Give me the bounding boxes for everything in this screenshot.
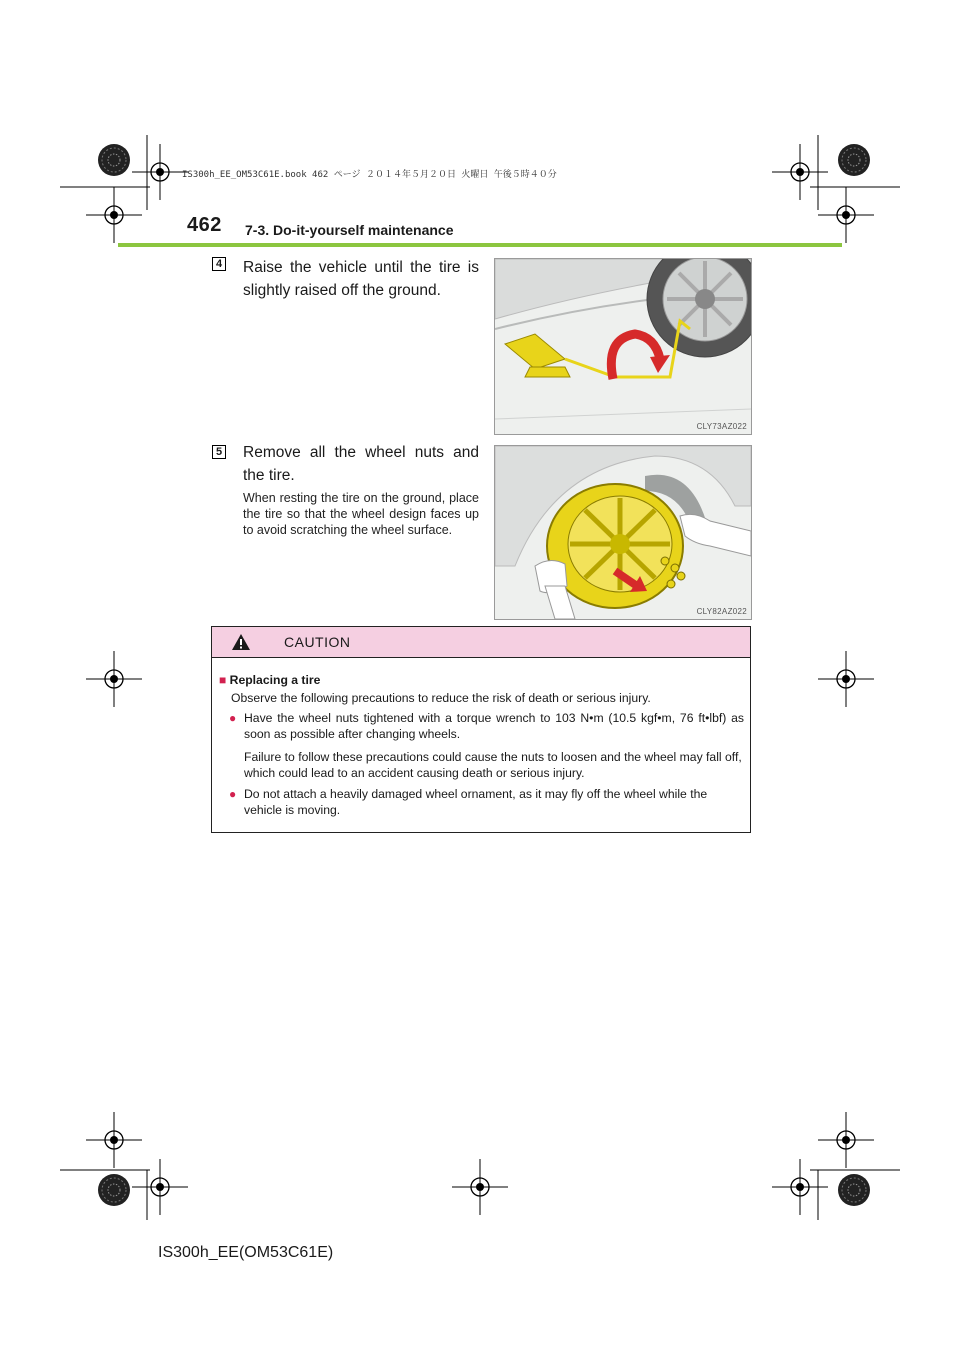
step-5-text: Remove all the wheel nuts and the tire.: [243, 444, 479, 484]
caution-title: CAUTION: [284, 634, 351, 650]
figure-code: CLY82AZ022: [696, 607, 747, 616]
warning-icon: [231, 633, 251, 651]
step-5-number: 5: [212, 445, 226, 459]
wheel-removal-figure: [494, 445, 752, 620]
step-4-number: 4: [212, 257, 226, 271]
square-bullet-icon: ■: [219, 673, 227, 687]
wheel-removal-illustration: [495, 446, 751, 619]
book-file-header: IS300h_EE_OM53C61E.book 462 ページ ２０１４年５月２０日 火曜日 午後５時４０分: [182, 170, 557, 180]
caution-header: [212, 627, 750, 658]
figure-code: CLY73AZ022: [696, 422, 747, 431]
step-4-text: Raise the vehicle until the tire is slightly raised off the ground.: [243, 259, 479, 299]
step-5-note: When resting the tire on the ground, place the tire so that the wheel design faces up to avoid scratching the wheel surface.: [243, 491, 479, 537]
caution-bullet-1-detail: Failure to follow these precautions could cause the nuts to loosen and the wheel may fall off, which could lead to an accident causing death or serious injury.: [244, 750, 742, 780]
jack-illustration: [495, 259, 751, 434]
caution-bullet-1: Have the wheel nuts tightened with a torque wrench to 103 N•m (10.5 kgf•m, 76 ft•lbf) as soon as possible after changing wheels.: [244, 711, 744, 741]
bullet-icon: ●: [229, 711, 237, 725]
section-title: 7-3. Do-it-yourself maintenance: [245, 222, 454, 238]
page-number: 462: [187, 214, 222, 236]
bullet-icon: ●: [229, 787, 237, 801]
header-rule: [118, 243, 842, 247]
caution-bullet-2: Do not attach a heavily damaged wheel ornament, as it may fly off the wheel while the vehicle is moving.: [244, 787, 708, 817]
footer-model: IS300h_EE(OM53C61E): [158, 1244, 334, 1261]
caution-box: [211, 626, 751, 833]
caution-intro: Observe the following precautions to reduce the risk of death or serious injury.: [231, 691, 651, 705]
caution-heading: Replacing a tire: [229, 673, 321, 687]
jack-figure: [494, 258, 752, 435]
